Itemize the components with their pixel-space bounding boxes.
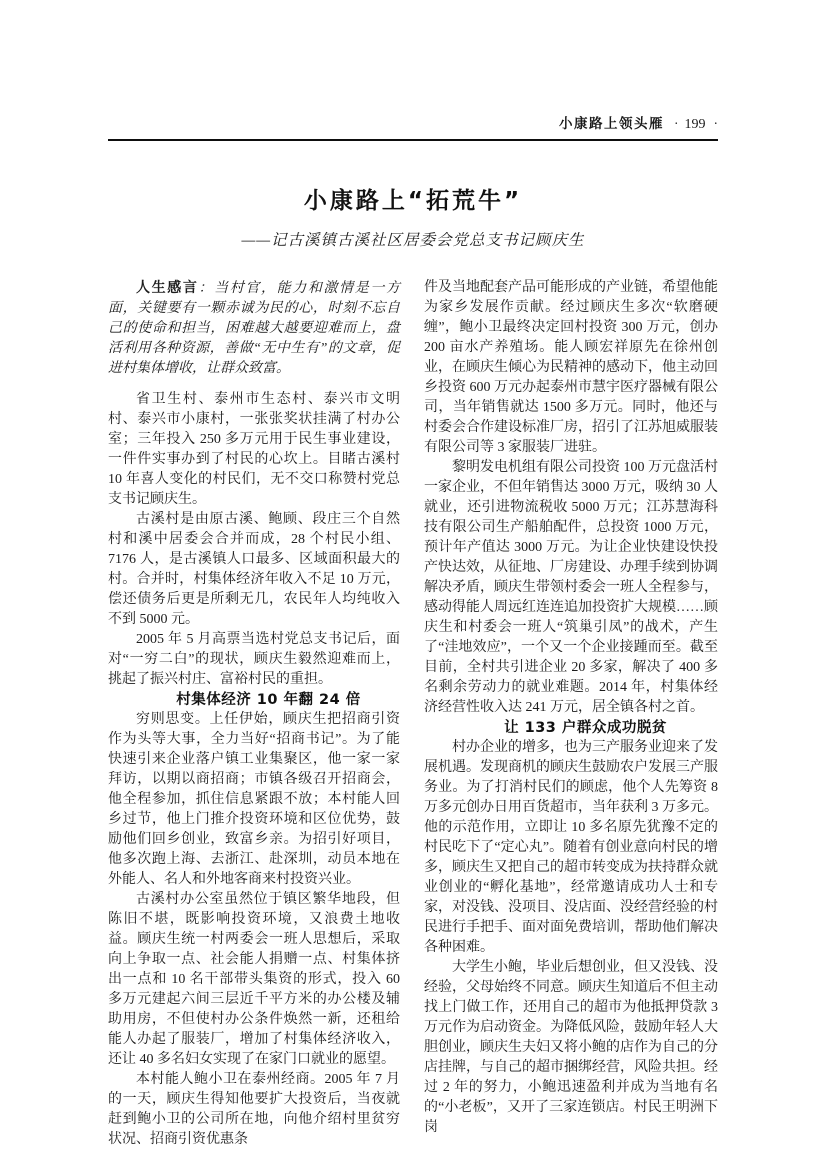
right-column [424, 278, 718, 1138]
body-paragraph: 穷则思变。上任伊始，顾庆生把招商引资作为头等大事，全力当好“招商书记”。为了能快速引来企业落户镇工业集聚区，他一家一家拜访，以期以商招商；市镇各级召开招商会，他全程参加，抓住信息紧跟不放；本村能人回乡过节，他上门推介投资环境和区位优势，鼓励他们回乡创业，致富乡亲。为招引好项目，他多次跑上海、去浙江、赴深圳，动员本地在外能人、名人和外地客商来村投资兴业。 [108, 712, 400, 887]
motto-paragraph [108, 278, 400, 379]
body-paragraph: 村办企业的增多，也为三产服务业迎来了发展机遇。发现商机的顾庆生鼓励农户发展三产服务业。为了打消村民们的顾虑，他个人先筹资 8 万多元创办日用百货超市，当年获利 3 万多元。他的示范作用，立即让 10 多名原先犹豫不定的村民吃下了“定心丸”。随着有创业意向村民的增多，顾庆生又把自己的超市转变成为扶持群众就业创业的“孵化基地”，经常邀请成功人士和专家，对没钱、没项目、没店面、没经营经验的村民进行手把手、面对面免费培训，帮助他们解决各种困难。 [424, 740, 718, 955]
header-dot-separator: · [674, 116, 679, 131]
motto-label: 人生感言 [136, 280, 199, 296]
section-heading-poverty: 让 133 户群众成功脱贫 [504, 720, 667, 736]
continuation-paragraph: 件及当地配套产品可能形成的产业链，希望他能为家乡发展作贡献。经过顾庆生多次“软磨硬缠”，鲍小卫最终决定回村投资 300 万元，创办 200 亩水产养殖场。能人顾宏祥原先在徐州创业，在顾庆生倾心为民精神的感动下，他主动回乡投资 600 万元办起泰州市慧宇医疗器械有限公司，当年销售就达 1500 多万元。同时，他还与村委会合作建设标准厂房，招引了江苏旭威服装有限公司等 3 家服装厂进驻。 [424, 280, 718, 455]
header-rule [108, 139, 718, 141]
article-title: 小康路上“拓荒牛” [303, 188, 523, 214]
body-paragraph: 古溪村办公室虽然位于镇区繁华地段，但陈旧不堪，既影响投资环境，又浪费土地收益。顾庆生统一村两委会一班人思想后，采取向上争取一点、社会能人捐赠一点、村集体挤出一点和 10 名干部带头集资的形式，投入 60 多万元建起六间三层近千平方米的办公楼及辅助用房，不但使村办公条件焕然一新，还租给能人办起了服装厂，增加了村集体经济收入，还让 40 多名妇女实现了在家门口就业的愿望。 [108, 892, 400, 1067]
page-number: 199 [684, 117, 706, 132]
article-subtitle: ——记古溪镇古溪社区居委会党总支书记顾庆生 [241, 232, 585, 249]
left-column [108, 278, 400, 1150]
body-paragraph: 2005 年 5 月高票当选村党总支书记后，面对“一穷二白”的现状，顾庆生毅然迎难而上，挑起了振兴村庄、富裕村民的重担。 [108, 632, 400, 687]
body-paragraph: 省卫生村、泰州市生态村、泰兴市文明村、泰兴市小康村，一张张奖状挂满了村办公室；三年投入 250 多万元用于民生事业建设，一件件实事办到了村民的心坎上。目睹古溪村 10 年喜人变化的村民们，无不交口称赞村党总支书记顾庆生。 [108, 392, 400, 507]
body-paragraph: 本村能人鲍小卫在泰州经商。2005 年 7 月的一天，顾庆生得知他要扩大投资后，当夜就赶到鲍小卫的公司所在地，向他介绍村里贫穷状况、招商引资优惠条 [108, 1072, 400, 1147]
running-header [108, 112, 718, 133]
body-paragraph: 黎明发电机组有限公司投资 100 万元盘活村一家企业，不但年销售达 3000 万元，吸纳 30 人就业，还引进物流税收 5000 万元；江苏慧海科技有限公司生产船舶配件，总投资 1000 万元，预计年产值达 3000 万元。为让企业快建设快投产快达效，从征地、厂房建设、办理手续到协调解决矛盾，顾庆生带领村委会一班人全程参与，感动得能人周远红连连追加投资扩大规模……顾庆生和村委会一班人“筑巢引凤”的战术，产生了“洼地效应”，一个又一个企业接踵而至。截至目前，全村共引进企业 20 多家，解决了 400 多名剩余劳动力的就业难题。2014 年，村集体经济经营性收入达 241 万元，居全镇各村之首。 [424, 460, 718, 715]
body-paragraph: 大学生小鲍，毕业后想创业，但又没钱、没经验，父母始终不同意。顾庆生知道后不但主动找上门做工作，还用自己的超市为他抵押贷款 3 万元作为启动资金。为降低风险，鼓励年轻人大胆创业，顾庆生夫妇又将小鲍的店作为自己的分店挂牌，与自己的超市捆绑经营，风险共担。经过 2 年的努力，小鲍迅速盈利并成为当地有名的“小老板”，又开了三家连锁店。村民王明洲下岗 [424, 960, 718, 1135]
body-paragraph: 古溪村是由原古溪、鲍顾、段庄三个自然村和溪中居委会合并而成，28 个村民小组、7176 人，是古溪镇人口最多、区域面积最大的村。合并时，村集体经济年收入不足 10 万元，偿还债务后更是所剩无几，农民年人均纯收入不到 5000 元。 [108, 512, 400, 627]
motto-text: ：当村官，能力和激情是一方面，关键要有一颗赤诚为民的心，时刻不忘自己的使命和担当，困难越大越要迎难而上，盘活利用各种资源，善做“无中生有”的文章，促进村集体增收，让群众致富。 [108, 281, 400, 376]
section-heading-economy: 村集体经济 10 年翻 24 倍 [176, 692, 361, 708]
header-dot-trailing: · [713, 116, 718, 131]
running-header-title: 小康路上领头雁 [559, 116, 664, 132]
